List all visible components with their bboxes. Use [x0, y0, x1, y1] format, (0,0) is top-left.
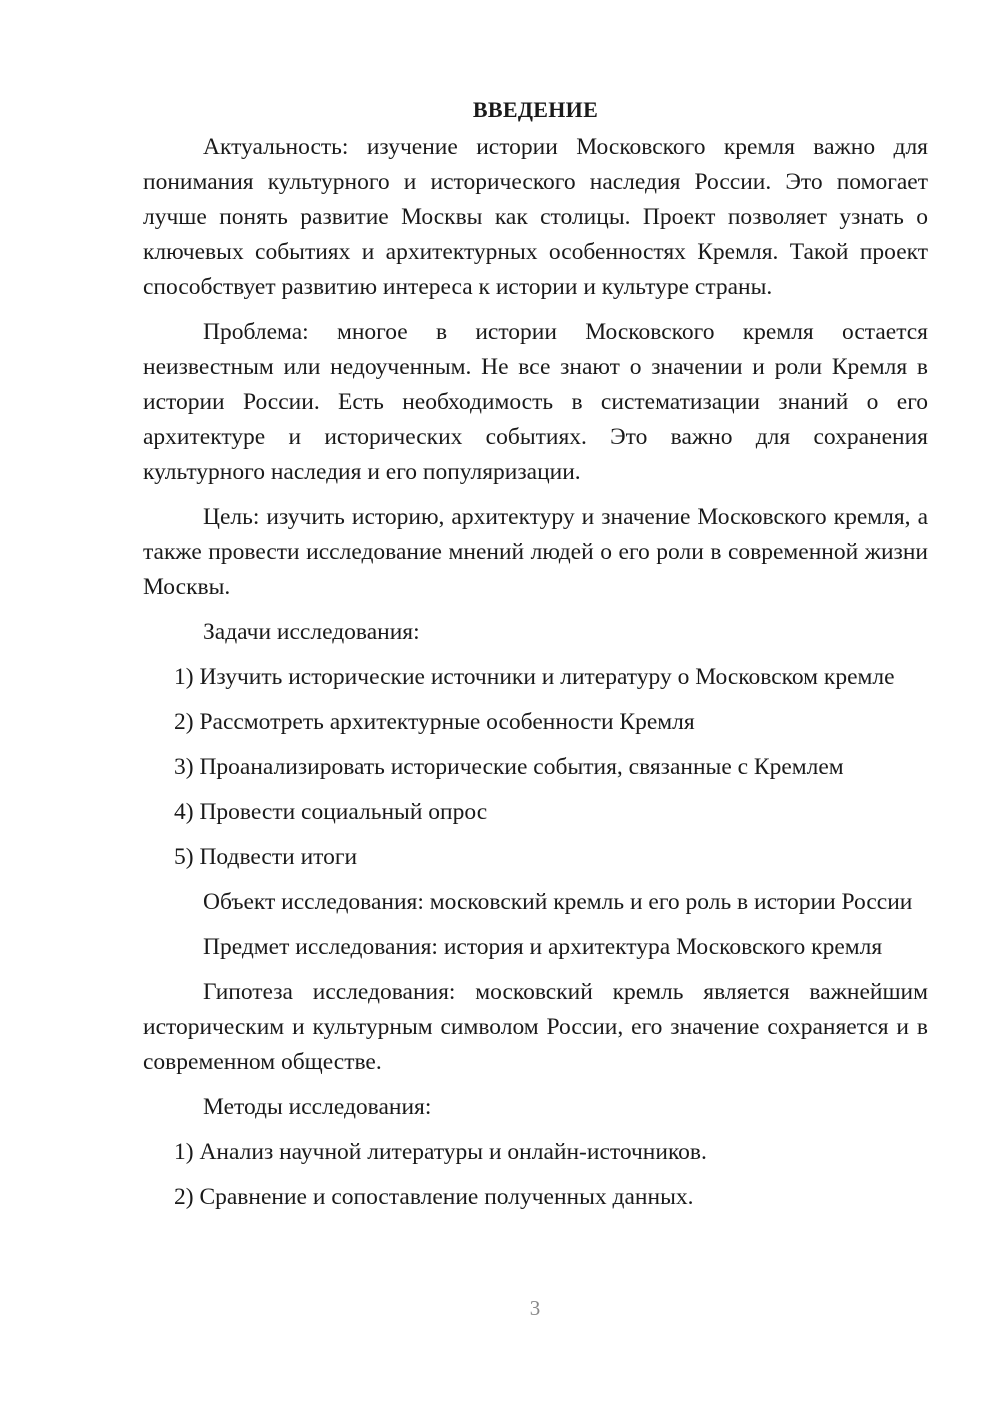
tasks-heading: Задачи исследования: — [203, 619, 420, 645]
methods-heading: Методы исследования: — [203, 1094, 432, 1120]
section-title: ВВЕДЕНИЕ — [472, 97, 599, 122]
page-body — [143, 92, 928, 1225]
goal-paragraph: Цель: изучить историю, архитектуру и значение Московского кремля, а также провести исследование мнений людей о его роли в современной жизни Москвы. — [143, 504, 928, 600]
hypothesis-paragraph: Гипотеза исследования: московский кремль является важнейшим историческим и культурным символом России, его значение сохраняется и в современном обществе. — [143, 979, 928, 1075]
object-paragraph: Объект исследования: московский кремль и его роль в истории России — [203, 889, 913, 915]
subject-paragraph: Предмет исследования: история и архитектура Московского кремля — [203, 934, 883, 960]
task-item-2: 2) Рассмотреть архитектурные особенности Кремля — [174, 709, 695, 735]
relevance-paragraph: Актуальность: изучение истории Московского кремля важно для понимания культурного и исторического наследия России. Это помогает лучше понять развитие Москвы как столицы. Проект позволяет узнать о ключевых событиях и архитектурных особенностях Кремля. Такой проект способствует развитию интереса к истории и культуре страны. — [143, 134, 928, 300]
task-item-4: 4) Провести социальный опрос — [174, 799, 488, 825]
method-item-2: 2) Сравнение и сопоставление полученных данных. — [174, 1184, 694, 1210]
task-item-1: 1) Изучить исторические источники и литературу о Московском кремле — [174, 664, 895, 690]
task-item-5: 5) Подвести итоги — [174, 844, 358, 870]
method-item-1: 1) Анализ научной литературы и онлайн-источников. — [174, 1139, 707, 1165]
problem-paragraph: Проблема: многое в истории Московского кремля остается неизвестным или недоученным. Не все знают о значении и роли Кремля в истории России. Есть необходимость в систематизации знаний о его архитектуре и исторических событиях. Это важно для сохранения культурного наследия и его популяризации. — [143, 319, 928, 485]
page-number: 3 — [529, 1296, 541, 1320]
task-item-3: 3) Проанализировать исторические события, связанные с Кремлем — [174, 754, 844, 780]
